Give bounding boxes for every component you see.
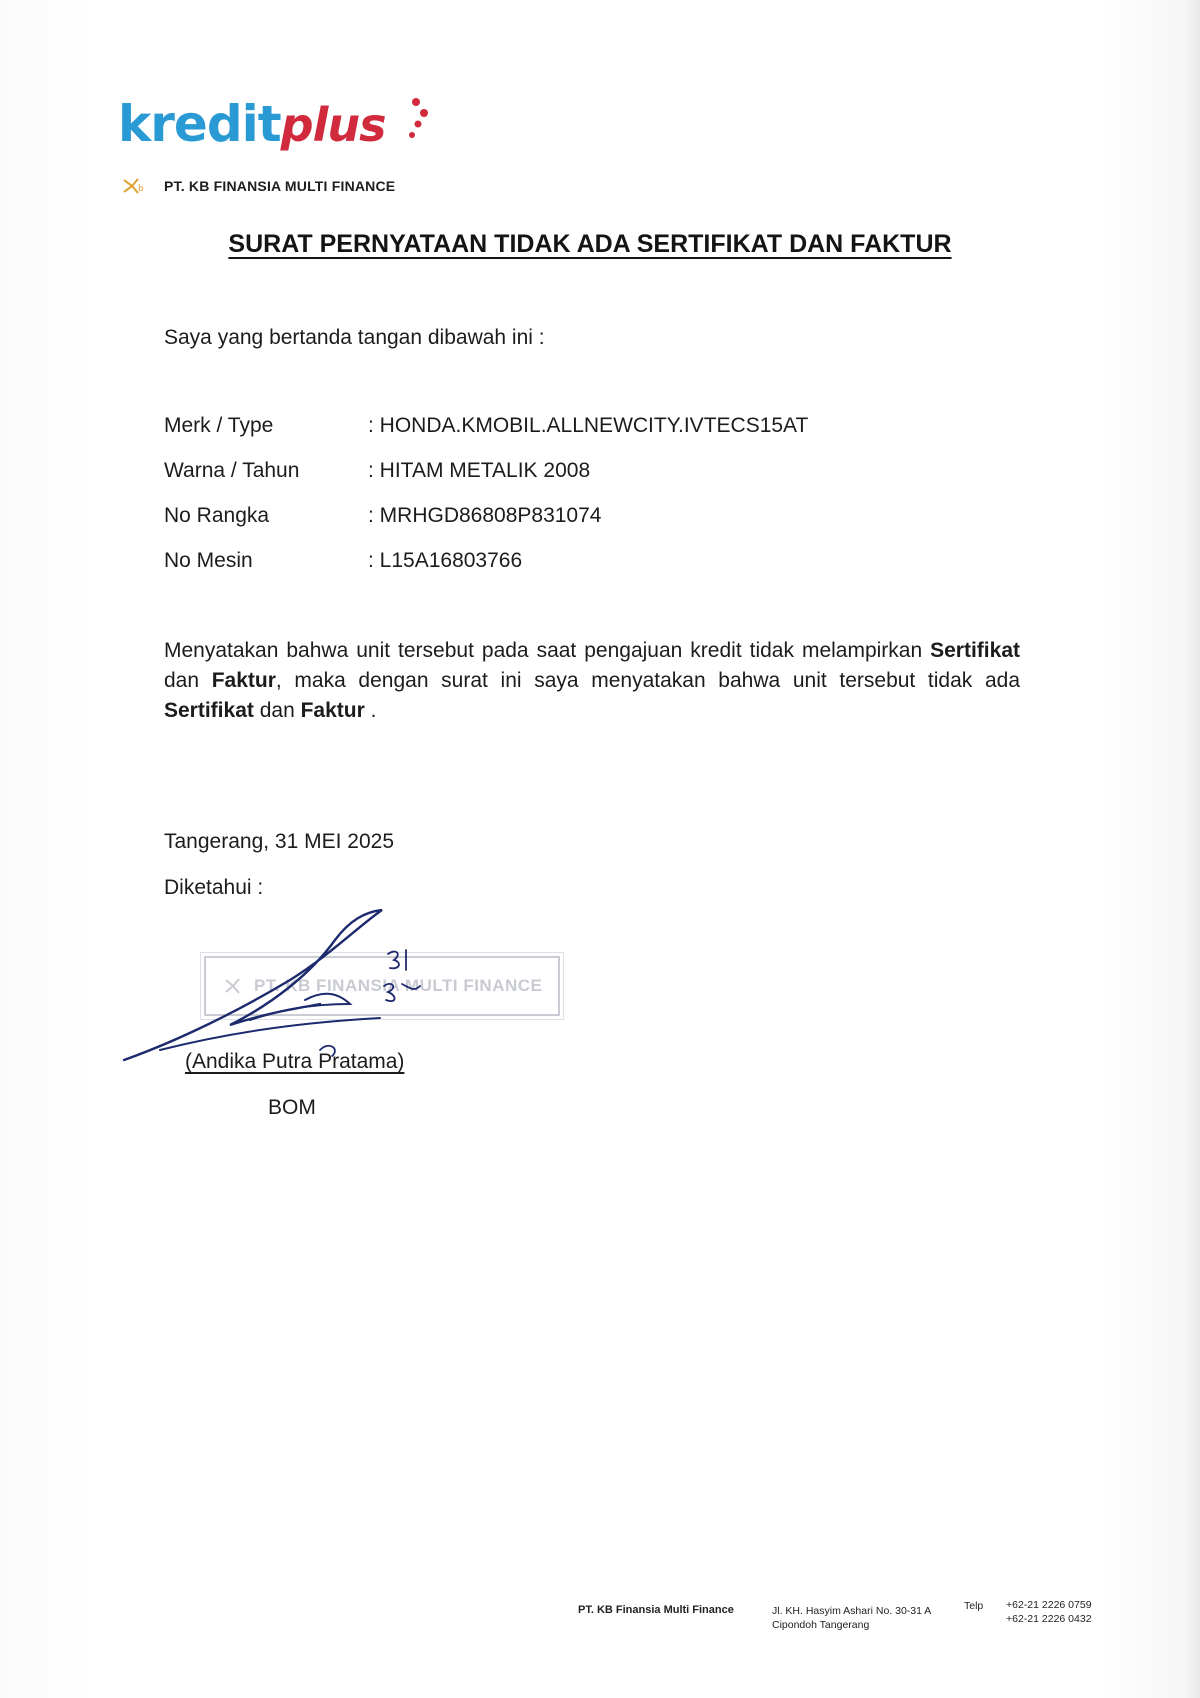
signer-title: BOM — [268, 1096, 316, 1119]
statement-part2: dan — [164, 669, 212, 692]
field-value-no-mesin: : L15A16803766 — [368, 549, 523, 572]
field-label-no-mesin: No Mesin — [164, 549, 253, 572]
field-label-warna-tahun: Warna / Tahun — [164, 459, 300, 482]
logo-dots-icon — [406, 96, 436, 148]
page-edge-shadow — [1186, 0, 1200, 1698]
footer-phone-label: Telp — [964, 1600, 984, 1612]
statement-part1: Menyatakan bahwa unit tersebut pada saat pengajuan kredit tidak melampirkan — [164, 639, 931, 662]
signer-name: (Andika Putra Pratama) — [185, 1050, 405, 1073]
acknowledged-label: Diketahui : — [164, 876, 264, 899]
statement-part4: dan — [253, 699, 301, 722]
logo-word-plus: plus — [280, 98, 386, 152]
field-value-warna-tahun: : HITAM METALIK 2008 — [368, 459, 591, 482]
kreditplus-logo — [118, 96, 438, 160]
statement-bold-faktur-2: Faktur — [300, 699, 365, 722]
field-label-merk-type: Merk / Type — [164, 414, 274, 437]
handwritten-signature — [120, 900, 440, 1070]
place-date: Tangerang, 31 MEI 2025 — [164, 830, 394, 853]
footer-address-line1: Jl. KH. Hasyim Ashari No. 30-31 A — [772, 1605, 932, 1617]
footer-phone-2: +62-21 2226 0432 — [1006, 1613, 1092, 1625]
footer-phone-1: +62-21 2226 0759 — [1006, 1599, 1092, 1611]
statement-paragraph — [164, 636, 1020, 726]
statement-bold-faktur-1: Faktur — [211, 669, 276, 692]
logo-word-kredit: kredit — [118, 95, 281, 153]
statement-part3: , maka dengan surat ini saya menyatakan bahwa unit tersebut tidak ada — [275, 669, 1021, 692]
statement-bold-sertifikat-2: Sertifikat — [164, 699, 254, 722]
svg-text:b: b — [138, 184, 144, 194]
footer-address — [772, 1604, 931, 1632]
logo-wordmark — [118, 96, 385, 153]
kb-star-icon — [122, 177, 150, 195]
field-value-merk-type: : HONDA.KMOBIL.ALLNEWCITY.IVTECS15AT — [368, 414, 809, 437]
stamp-text: PT. KB FINANSIA MULTI FINANCE — [254, 976, 543, 995]
footer-phones — [1006, 1598, 1092, 1626]
statement-bold-sertifikat-1: Sertifikat — [930, 639, 1020, 662]
field-label-no-rangka: No Rangka — [164, 504, 270, 527]
footer-company: PT. KB Finansia Multi Finance — [578, 1604, 734, 1616]
company-line — [122, 176, 395, 196]
statement-part5: . — [364, 699, 377, 722]
company-name: PT. KB FINANSIA MULTI FINANCE — [164, 178, 396, 194]
document-title: SURAT PERNYATAAN TIDAK ADA SERTIFIKAT DAN FAKTUR — [228, 230, 952, 258]
footer-address-line2: Cipondoh Tangerang — [772, 1619, 870, 1631]
field-value-no-rangka: : MRHGD86808P831074 — [368, 504, 602, 527]
intro-text: Saya yang bertanda tangan dibawah ini : — [164, 326, 545, 349]
